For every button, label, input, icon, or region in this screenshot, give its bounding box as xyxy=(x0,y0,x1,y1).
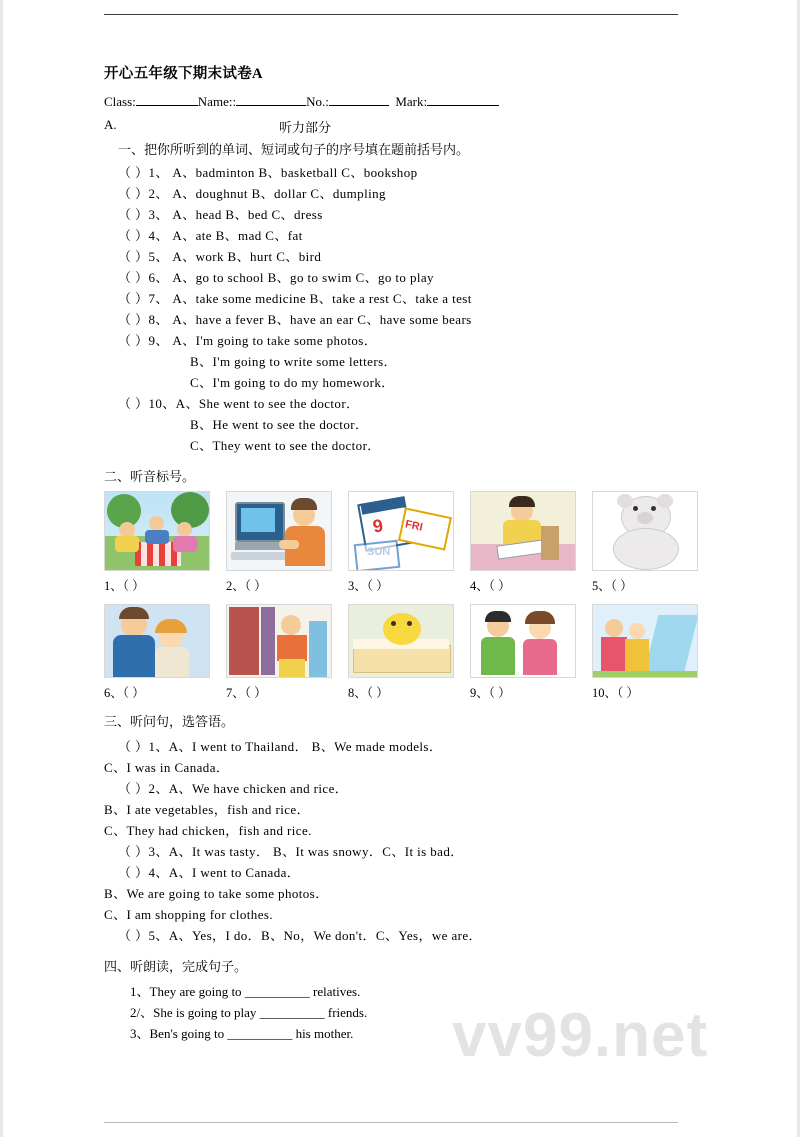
part1-item-9c: C、I'm going to do my homework． xyxy=(190,375,395,390)
part2-picture-row-2 xyxy=(104,604,704,701)
no-blank xyxy=(329,93,389,106)
picture-cell-2 xyxy=(226,491,330,594)
part3-line-2: C、I was in Canada． xyxy=(104,760,230,775)
part1-item-4: （ ）4、 A、ate B、mad C、fat xyxy=(118,228,303,243)
calendar-sunday-friday-picture: 9 FRI xyxy=(348,491,454,571)
part1-item-5: （ ）5、 A、work B、hurt C、bird xyxy=(118,249,322,264)
picture-label-6: 6、（ ） xyxy=(104,686,145,700)
student-info-line xyxy=(104,93,704,110)
name-label: Name:: xyxy=(197,94,237,109)
part3-line-3: （ ）2、A、We have chicken and rice． xyxy=(118,781,349,796)
boy-reading-book-picture xyxy=(470,491,576,571)
part3-line-6: （ ）3、A、It was tasty． B、It was snowy．C、It is bad． xyxy=(118,844,464,859)
part1-item-1: （ ）1、 A、badminton B、basketball C、bookshop xyxy=(118,165,418,180)
picnic-family-picture xyxy=(104,491,210,571)
picture-cell-8 xyxy=(348,604,452,701)
star-on-bed-picture xyxy=(348,604,454,678)
part1-item-3: （ ）3、 A、head B、bed C、dress xyxy=(118,207,323,222)
class-label: Class: xyxy=(104,94,136,109)
part1-item-7: （ ）7、 A、take some medicine B、take a rest C、take a test xyxy=(118,291,472,306)
part3-line-1: （ ）1、A、I went to Thailand． B、We made models． xyxy=(118,739,443,754)
part3-line-7: （ ）4、A、I went to Canada． xyxy=(118,865,301,880)
two-children-talking-picture xyxy=(470,604,576,678)
page-left-edge xyxy=(0,0,3,1137)
page-title: 开心五年级下期末试卷A xyxy=(104,66,263,82)
children-at-lockers-picture xyxy=(226,604,332,678)
picture-cell-7 xyxy=(226,604,330,701)
no-label: No.: xyxy=(306,94,329,109)
part1-item-10a: （ ）10、A、She went to see the doctor． xyxy=(118,396,360,411)
part1-item-8: （ ）8、 A、have a fever B、have an ear C、have some bears xyxy=(118,312,472,327)
part3-line-8: B、We are going to take some photos． xyxy=(104,886,329,901)
picture-label-1: 1、（ ） xyxy=(104,579,145,593)
part2-heading: 二、听音标号。 xyxy=(104,469,196,484)
part1-heading: 一、把你所听到的单词、短词或句子的序号填在题前括号内。 xyxy=(118,142,470,157)
section-a-title: 听力部分 xyxy=(279,120,332,135)
picture-cell-10 xyxy=(592,604,696,701)
picture-cell-4 xyxy=(470,491,574,594)
mark-label: Mark: xyxy=(395,94,428,109)
watermark: vv99.net xyxy=(452,1001,709,1070)
part3-line-9: C、I am shopping for clothes. xyxy=(104,907,273,922)
footer-rule xyxy=(104,1122,678,1123)
document-content xyxy=(104,62,704,1044)
part1-item-10c: C、They went to see the doctor． xyxy=(190,438,381,453)
father-and-daughter-picture xyxy=(104,604,210,678)
section-a-label: A. xyxy=(104,117,117,132)
part4-line-2: 2/、She is going to play __________ friends. xyxy=(130,1005,368,1020)
picture-label-7: 7、（ ） xyxy=(226,686,267,700)
picture-label-5: 5、（ ） xyxy=(592,579,633,593)
class-blank xyxy=(136,93,198,106)
part2-picture-row-1 xyxy=(104,491,704,594)
picture-cell-1 xyxy=(104,491,208,594)
part3-line-5: C、They had chicken，fish and rice. xyxy=(104,823,312,838)
part3-line-10: （ ）5、A、Yes，I do．B、No，We don't．C、Yes，we are． xyxy=(118,928,482,943)
section-a-row xyxy=(104,117,704,134)
picture-label-8: 8、（ ） xyxy=(348,686,389,700)
white-pig-toy-picture xyxy=(592,491,698,571)
picture-cell-3 xyxy=(348,491,452,594)
part3-heading: 三、听问句，选答语。 xyxy=(104,714,235,729)
part1-item-10b: B、He went to see the doctor． xyxy=(190,417,369,432)
header-rule xyxy=(104,14,678,15)
part1-item-9b: B、I'm going to write some letters． xyxy=(190,354,397,369)
part1-item-2: （ ）2、 A、doughnut B、dollar C、dumpling xyxy=(118,186,386,201)
picture-label-10: 10、（ ） xyxy=(592,686,639,700)
picture-label-4: 4、（ ） xyxy=(470,579,511,593)
part3-line-4: B、I ate vegetables，fish and rice． xyxy=(104,802,310,817)
picture-label-3: 3、（ ） xyxy=(348,579,389,593)
picture-cell-5 xyxy=(592,491,696,594)
part4-line-3: 3、Ben's going to __________ his mother. xyxy=(130,1026,354,1041)
picture-label-2: 2、（ ） xyxy=(226,579,267,593)
part1-item-6: （ ）6、 A、go to school B、go to swim C、go to play xyxy=(118,270,434,285)
picture-label-9: 9、（ ） xyxy=(470,686,511,700)
name-blank xyxy=(236,93,306,106)
children-at-slide-picture xyxy=(592,604,698,678)
part1-item-9: （ ）9、 A、I'm going to take some photos． xyxy=(118,333,378,348)
part4-line-1: 1、They are going to __________ relatives. xyxy=(130,984,361,999)
part4-heading: 四、听朗读，完成句子。 xyxy=(104,959,248,974)
picture-cell-9 xyxy=(470,604,574,701)
picture-cell-6 xyxy=(104,604,208,701)
boy-at-computer-picture xyxy=(226,491,332,571)
mark-blank xyxy=(427,93,499,106)
